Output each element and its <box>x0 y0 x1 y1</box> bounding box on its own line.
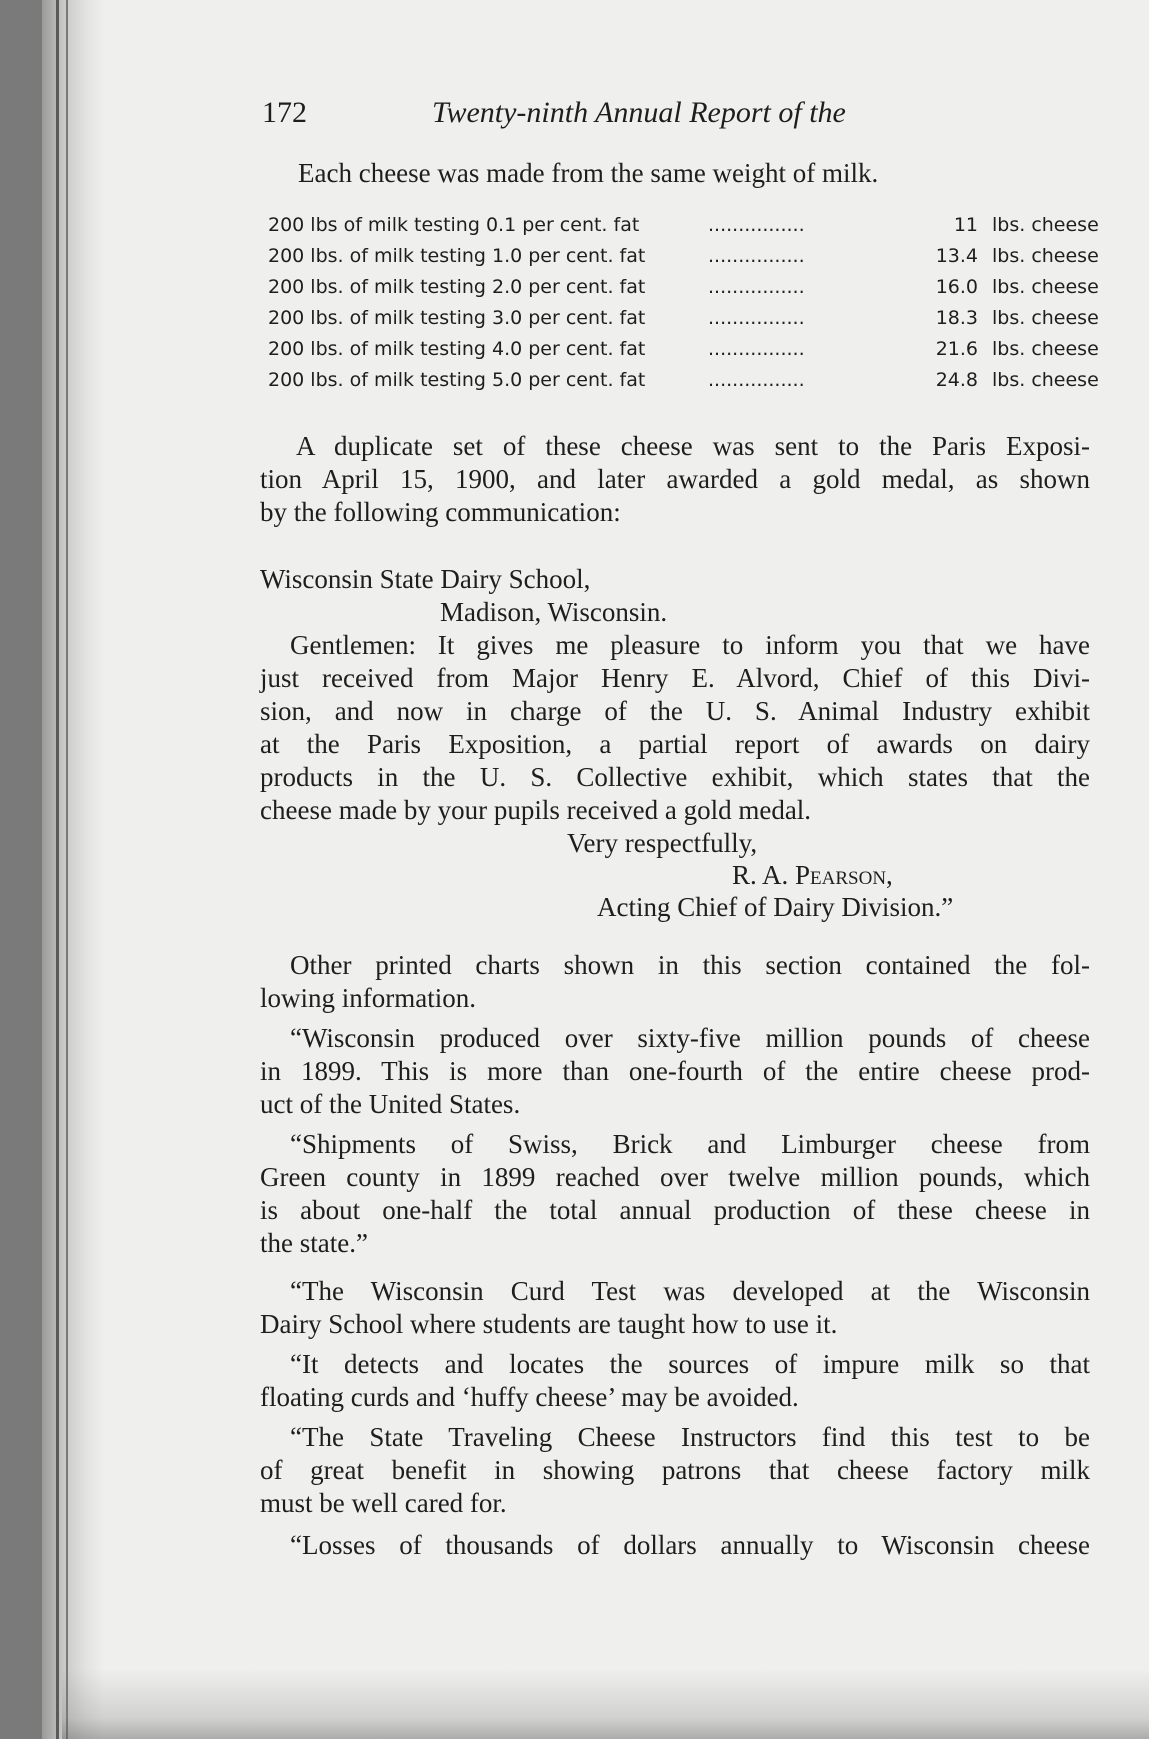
intro-line: Each cheese was made from the same weight of milk. <box>298 158 879 188</box>
address-line: Wisconsin State Dairy School, <box>260 564 591 594</box>
text-line: “Shipments of Swiss, Brick and Limburger cheese from <box>290 1129 1090 1159</box>
letter-body <box>260 629 1090 827</box>
signature-name: R. A. Pearson, <box>732 860 893 890</box>
text-line: Green county in 1899 reached over twelve million pounds, which <box>260 1162 1090 1192</box>
unit-label: lbs. cheese <box>992 276 1099 298</box>
text-line: by the following communication: <box>260 497 621 527</box>
row-description: 200 lbs. of milk testing 4.0 per cent. fat <box>268 338 646 360</box>
page-number: 172 <box>262 96 307 129</box>
text-line: of great benefit in showing patrons that cheese factory milk <box>260 1455 1090 1485</box>
binding-edge-inner <box>66 0 68 1739</box>
row-description: 200 lbs. of milk testing 5.0 per cent. fat <box>268 369 646 391</box>
text-line: “The State Traveling Cheese Instructors find this test to be <box>290 1422 1090 1452</box>
letter-address <box>260 563 1090 629</box>
table-row: 200 lbs. of milk testing 3.0 per cent. fat ................ 18.3 lbs. cheese <box>268 307 1099 329</box>
text-line: in 1899. This is more than one-fourth of the entire cheese prod- <box>260 1056 1090 1086</box>
page-gutter-shadow <box>42 0 104 1739</box>
letter-closing: Very respectfully, <box>567 828 758 858</box>
quote-paragraph <box>260 1275 1090 1341</box>
table-row: 200 lbs. of milk testing 2.0 per cent. fat ................ 16.0 lbs. cheese <box>268 276 1099 298</box>
table-row: 200 lbs. of milk testing 1.0 per cent. fat ................ 13.4 lbs. cheese <box>268 245 1099 267</box>
page-header <box>42 96 1149 140</box>
text-line: the state.” <box>260 1228 368 1258</box>
quote-paragraph <box>260 1421 1090 1520</box>
row-description: 200 lbs of milk testing 0.1 per cent. fat <box>268 214 640 236</box>
table-row: 200 lbs. of milk testing 4.0 per cent. fat ................ 21.6 lbs. cheese <box>268 338 1099 360</box>
text-line: “Losses of thousands of dollars annually to Wisconsin cheese <box>290 1530 1090 1560</box>
unit-label: lbs. cheese <box>992 307 1099 329</box>
binding-edge <box>56 0 59 1739</box>
address-line: Madison, Wisconsin. <box>440 597 668 627</box>
text-line: “The Wisconsin Curd Test was developed at the Wisconsin <box>290 1276 1090 1306</box>
text-line: Gentlemen: It gives me pleasure to inform you that we have <box>290 630 1090 660</box>
text-line: is about one-half the total annual production of these cheese in <box>260 1195 1090 1225</box>
unit-label: lbs. cheese <box>992 214 1099 236</box>
cheese-weight: 13.4 <box>935 245 978 267</box>
row-description: 200 lbs. of milk testing 3.0 per cent. fat <box>268 307 646 329</box>
row-description: 200 lbs. of milk testing 1.0 per cent. fat <box>268 245 646 267</box>
running-head: Twenty-ninth Annual Report of the <box>432 96 846 129</box>
unit-label: lbs. cheese <box>992 369 1099 391</box>
text-line: tion April 15, 1900, and later awarded a gold medal, as shown <box>260 464 1090 494</box>
text-line: “It detects and locates the sources of impure milk so that <box>290 1349 1090 1379</box>
quote-paragraph <box>260 1348 1090 1414</box>
quote-paragraph <box>260 1128 1090 1260</box>
unit-label: lbs. cheese <box>992 245 1099 267</box>
text-line: just received from Major Henry E. Alvord, Chief of this Divi- <box>260 663 1090 693</box>
text-line: “Wisconsin produced over sixty-five million pounds of cheese <box>290 1023 1090 1053</box>
text-line: floating curds and ‘huffy cheese’ may be avoided. <box>260 1382 799 1412</box>
cheese-weight: 24.8 <box>935 369 978 391</box>
table-row: 200 lbs. of milk testing 5.0 per cent. fat ................ 24.8 lbs. cheese <box>268 369 1099 391</box>
page-bottom-shadow <box>62 1669 1149 1739</box>
cheese-weight: 11 <box>953 214 978 236</box>
text-line: cheese made by your pupils received a gold medal. <box>260 795 812 825</box>
text-line: A duplicate set of these cheese was sent to the Paris Exposi- <box>296 431 1090 461</box>
text-line: uct of the United States. <box>260 1089 521 1119</box>
text-line: Dairy School where students are taught how to use it. <box>260 1309 838 1339</box>
text-line: at the Paris Exposition, a partial report of awards on dairy <box>260 729 1090 759</box>
text-line: must be well cared for. <box>260 1488 507 1518</box>
signature-title: Acting Chief of Dairy Division.” <box>597 892 954 922</box>
text-line: Other printed charts shown in this section contained the fol- <box>290 950 1090 980</box>
unit-label: lbs. cheese <box>992 338 1099 360</box>
text-line: lowing information. <box>260 983 476 1013</box>
book-page <box>42 0 1149 1739</box>
cheese-weight: 16.0 <box>935 276 978 298</box>
cheese-weight: 18.3 <box>935 307 978 329</box>
duplicate-paragraph <box>260 430 1090 529</box>
cheese-weight: 21.6 <box>935 338 978 360</box>
quote-paragraph <box>260 1022 1090 1121</box>
quote-paragraph <box>260 1529 1090 1562</box>
text-line: products in the U. S. Collective exhibit, which states that the <box>260 762 1090 792</box>
charts-paragraph <box>260 949 1090 1015</box>
row-description: 200 lbs. of milk testing 2.0 per cent. fat <box>268 276 646 298</box>
table-row: 200 lbs of milk testing 0.1 per cent. fat ................ 11 lbs. cheese <box>268 214 1099 236</box>
text-line: sion, and now in charge of the U. S. Animal Industry exhibit <box>260 696 1090 726</box>
